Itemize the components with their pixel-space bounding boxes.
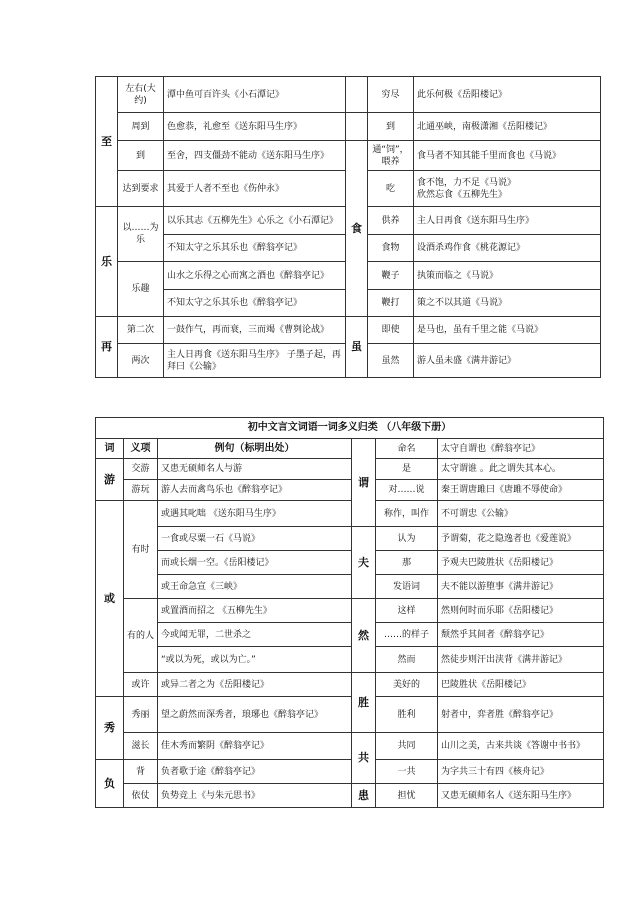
sense-cell: 有时	[124, 501, 158, 599]
sense-cell: 鞭打	[368, 290, 414, 317]
sense-cell: 认为	[376, 527, 438, 551]
example-cell: 然则何时而乐耶《岳阳楼记》	[438, 599, 604, 623]
sense-cell: 穷尽	[368, 77, 414, 113]
example-cell: 予谓菊，花之隐逸者也《爱莲说》	[438, 527, 604, 551]
example-cell: 山川之美，古来共谈《答谢中书书》	[438, 733, 604, 760]
example-cell: 或王命急宣《三峡》	[158, 575, 352, 599]
sense-cell: 背	[124, 760, 158, 784]
example-cell: 望之蔚然而深秀者，琅琊也《醉翁亭记》	[158, 697, 352, 733]
sense-cell: 那	[376, 551, 438, 575]
table-row	[96, 784, 604, 808]
example-cell: 游人虽未盛《满井游记》	[414, 344, 601, 378]
sense-cell: 担忧	[376, 784, 438, 808]
header-example: 例句（标明出处）	[158, 439, 352, 459]
sense-cell: 一共	[376, 760, 438, 784]
header-sense: 义项	[124, 439, 158, 459]
sense-cell: 游玩	[124, 480, 158, 501]
example-cell: 一食或尽粟一石《马说》	[158, 527, 352, 551]
example-cell: 又患无硕师名人《送东阳马生序》	[438, 784, 604, 808]
example-cell: “或以为死，或以为亡。”	[158, 647, 352, 673]
example-cell: 其爱于人者不至也《伤仲永》	[164, 171, 346, 207]
table-row	[96, 575, 604, 599]
example-cell: 秦王谓唐雎曰《唐雎不辱使命》	[438, 480, 604, 501]
example-cell: 以乐其志《五柳先生》心乐之《小石潭记》	[164, 207, 346, 235]
word-cell: 游	[96, 459, 124, 501]
example-cell: 巴陵胜状《岳阳楼记》	[438, 673, 604, 697]
sense-cell: 乐趣	[118, 262, 164, 317]
word-cell: 负	[96, 760, 124, 808]
word-cell: 乐	[96, 207, 118, 317]
sense-cell: 吃	[368, 171, 414, 207]
table-row	[96, 480, 604, 501]
example-cell: 不可谓忠《公输》	[438, 501, 604, 527]
example-cell: 山水之乐得之心而寓之酒也《醉翁亭记》	[164, 262, 346, 290]
example-cell: 为字共三十有四《核舟记》	[438, 760, 604, 784]
sense-cell: 以……为乐	[118, 207, 164, 262]
example-cell: 或异二者之为《岳阳楼记》	[158, 673, 352, 697]
table-header-row	[96, 439, 604, 459]
example-cell: 潭中鱼可百许头《小石潭记》	[164, 77, 346, 113]
example-cell: 或遇其叱咄 《送东阳马生序》	[158, 501, 352, 527]
sense-cell: 鞭子	[368, 262, 414, 290]
example-cell: 执策而临之《马说》	[414, 262, 601, 290]
example-cell: 设酒杀鸡作食《桃花源记》	[414, 235, 601, 262]
example-cell: 夫不能以游堕事《满井游记》	[438, 575, 604, 599]
sense-cell: 美好的	[376, 673, 438, 697]
sense-cell: 达到要求	[118, 171, 164, 207]
table-row	[96, 141, 601, 171]
example-cell: 一鼓作气，再而衰，三而竭《曹刿论战》	[164, 317, 346, 344]
sense-cell: 两次	[118, 344, 164, 378]
sense-cell: 通“饲”，喂养	[368, 141, 414, 171]
table-title-row	[96, 418, 604, 439]
table-row	[96, 623, 604, 647]
sense-cell: ……的样子	[376, 623, 438, 647]
word-cell: 秀	[96, 697, 124, 760]
example-cell: 予观夫巴陵胜状《岳阳楼记》	[438, 551, 604, 575]
word-cell: 胜	[352, 673, 376, 733]
example-line: 食不饱，力不足《马说》	[417, 177, 517, 188]
sense-cell: 共同	[376, 733, 438, 760]
sense-cell: 供养	[368, 207, 414, 235]
example-cell: 今或闻无罪，二世杀之	[158, 623, 352, 647]
example-cell: 负势竞上《与朱元思书》	[158, 784, 352, 808]
example-cell: 主人日再食《送东阳马生序》 子墨子起，再拜曰《公输》	[164, 344, 346, 378]
sense-cell: 第二次	[118, 317, 164, 344]
table-row	[96, 647, 604, 673]
polysemy-table-grade8	[95, 417, 604, 808]
example-cell: 而或长烟一空。《岳阳楼记》	[158, 551, 352, 575]
sense-cell: 然而	[376, 647, 438, 673]
header-word: 词	[96, 439, 124, 459]
word-cell: 再	[96, 317, 118, 378]
example-cell: 射者中，弈者胜《醉翁亭记》	[438, 697, 604, 733]
example-cell: 然徒步则汗出浃背《满井游记》	[438, 647, 604, 673]
word-cell	[346, 77, 368, 113]
word-cell: 至	[96, 77, 118, 207]
word-cell: 或	[96, 501, 124, 697]
table-row	[96, 673, 604, 697]
table-row	[96, 527, 604, 551]
word-cell: 虽	[346, 317, 368, 378]
example-line: 欣然忘食《五柳先生》	[417, 189, 508, 200]
example-cell: 游人去而禽鸟乐也《醉翁亭记》	[158, 480, 352, 501]
sense-cell: 有的人	[124, 599, 158, 673]
sense-cell: 左右(大约)	[118, 77, 164, 113]
sense-cell: 或许	[124, 673, 158, 697]
sense-cell: 到	[368, 113, 414, 141]
example-cell: 主人日再食《送东阳马生序》	[414, 207, 601, 235]
sense-cell: 食物	[368, 235, 414, 262]
example-cell: 或置酒而招之 《五柳先生》	[158, 599, 352, 623]
sense-cell: 到	[118, 141, 164, 171]
sense-cell: 称作，叫作	[376, 501, 438, 527]
example-cell: 至舍，四支僵劲不能动《送东阳马生序》	[164, 141, 346, 171]
sense-cell: 依仗	[124, 784, 158, 808]
sense-cell: 对……说	[376, 480, 438, 501]
table-title: 初中文言文词语一词多义归类 （八年级下册）	[96, 418, 604, 439]
sense-cell: 是	[376, 459, 438, 480]
example-cell: 颓然乎其间者《醉翁亭记》	[438, 623, 604, 647]
example-cell: 是马也，虽有千里之能《马说》	[414, 317, 601, 344]
table-row	[96, 317, 601, 344]
word-cell: 谓	[352, 439, 376, 527]
table-row	[96, 77, 601, 113]
table-row	[96, 113, 601, 141]
example-cell: 不知太守之乐其乐也《醉翁亭记》	[164, 235, 346, 262]
table-row	[96, 551, 604, 575]
example-cell: 策之不以其道《马说》	[414, 290, 601, 317]
sense-cell: 发语词	[376, 575, 438, 599]
sense-cell: 交游	[124, 459, 158, 480]
sense-cell: 滋长	[124, 733, 158, 760]
sense-cell: 周到	[118, 113, 164, 141]
example-cell: 不知太守之乐其乐也《醉翁亭记》	[164, 290, 346, 317]
example-cell: 食马者不知其能千里而食也《马说》	[414, 141, 601, 171]
example-cell: 色愈恭，礼愈至《送东阳马生序》	[164, 113, 346, 141]
sense-cell: 虽然	[368, 344, 414, 378]
table-row	[96, 501, 604, 527]
table-row	[96, 760, 604, 784]
table-row	[96, 459, 604, 480]
word-cell: 然	[352, 599, 376, 673]
word-cell: 患	[352, 784, 376, 808]
word-cell: 食	[346, 141, 368, 317]
word-cell	[346, 113, 368, 141]
example-cell: 又患无硕师名人与游	[158, 459, 352, 480]
sense-cell: 胜利	[376, 697, 438, 733]
table-row	[96, 733, 604, 760]
example-cell: 太守谓谁 。此之谓失其本心。	[438, 459, 604, 480]
sense-cell: 这样	[376, 599, 438, 623]
table-row	[96, 599, 604, 623]
polysemy-table-top	[95, 76, 601, 378]
sense-cell: 命名	[376, 439, 438, 459]
table-row	[96, 697, 604, 733]
example-cell: 此乐何极《岳阳楼记》	[414, 77, 601, 113]
example-cell: 佳木秀而繁阴《醉翁亭记》	[158, 733, 352, 760]
example-cell: 负者歌于途《醉翁亭记》	[158, 760, 352, 784]
word-cell: 夫	[352, 527, 376, 599]
example-cell: 太守自谓也《醉翁亭记》	[438, 439, 604, 459]
sense-cell: 秀丽	[124, 697, 158, 733]
example-cell: 北通巫峡，南极潇湘《岳阳楼记》	[414, 113, 601, 141]
word-cell: 共	[352, 733, 376, 784]
example-cell	[414, 171, 601, 207]
sense-cell: 即使	[368, 317, 414, 344]
